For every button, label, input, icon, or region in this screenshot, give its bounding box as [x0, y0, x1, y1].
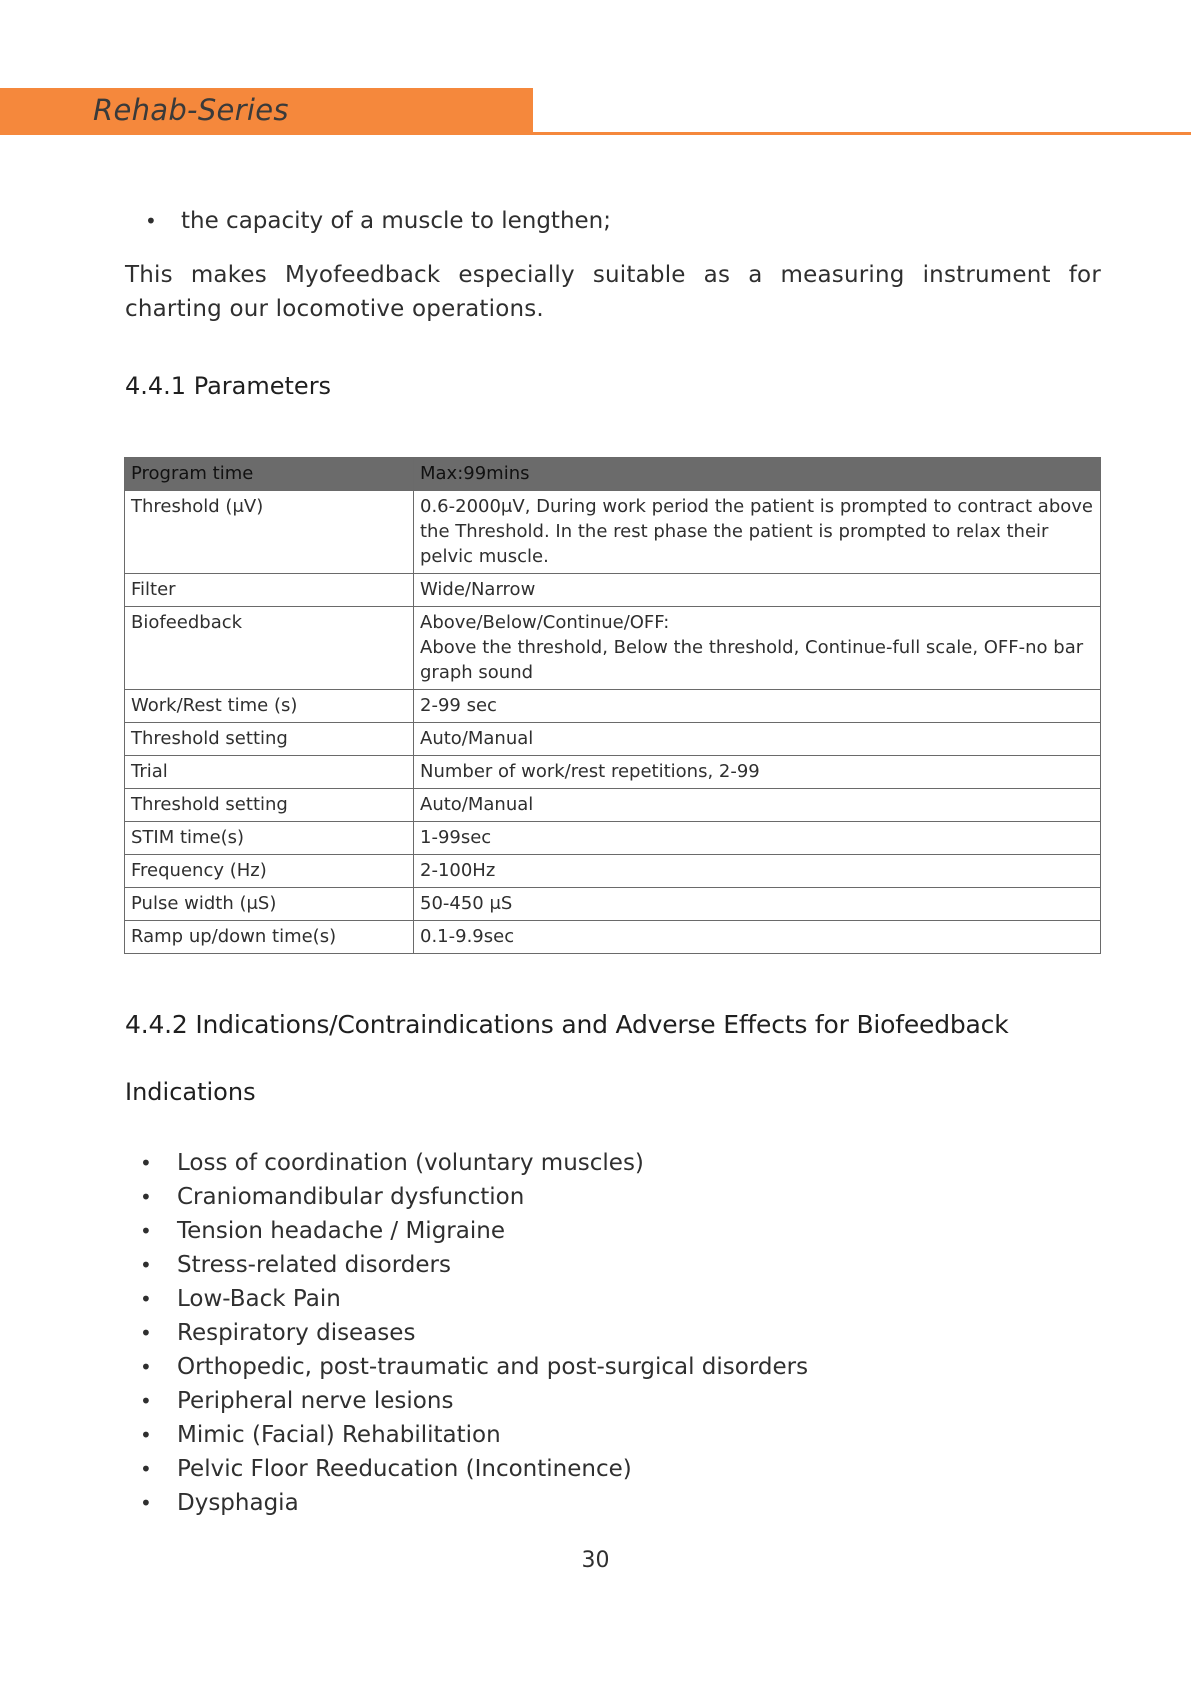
table-header-cell: Max:99mins: [414, 458, 1101, 491]
page-number: 30: [581, 1548, 610, 1573]
list-item-text: Orthopedic, post-traumatic and post-surgical disorders: [177, 1354, 809, 1380]
parameters-table: [124, 457, 1101, 954]
list-item-text: Pelvic Floor Reeducation (Incontinence): [177, 1456, 632, 1482]
table-cell-label: Ramp up/down time(s): [125, 921, 414, 954]
list-item: [140, 1146, 808, 1180]
list-item-text: Dysphagia: [177, 1490, 299, 1516]
list-item-text: Loss of coordination (voluntary muscles): [177, 1150, 644, 1176]
list-item-text: Stress-related disorders: [177, 1252, 451, 1278]
table-cell-label: Frequency (Hz): [125, 855, 414, 888]
bullet-icon: •: [140, 1185, 152, 1209]
list-item-text: Mimic (Facial) Rehabilitation: [177, 1422, 501, 1448]
table-cell-line: Above/Below/Continue/OFF:: [420, 612, 670, 633]
bullet-icon: •: [140, 1423, 152, 1447]
table-row: [125, 822, 1101, 855]
table-cell-label: Pulse width (μS): [125, 888, 414, 921]
table-row: [125, 491, 1101, 574]
bullet-icon: •: [140, 1389, 152, 1413]
intro-bullet-text: the capacity of a muscle to lengthen;: [181, 208, 612, 234]
indications-list: [140, 1146, 808, 1520]
table-cell-label: Work/Rest time (s): [125, 690, 414, 723]
list-item: [140, 1452, 808, 1486]
table-row: [125, 756, 1101, 789]
table-cell-value: Auto/Manual: [414, 723, 1101, 756]
list-item-text: Craniomandibular dysfunction: [177, 1184, 525, 1210]
list-item-text: Respiratory diseases: [177, 1320, 416, 1346]
table-cell-label: Threshold (μV): [125, 491, 414, 574]
table-row: [125, 690, 1101, 723]
intro-bullet: [145, 208, 611, 234]
table-row: [125, 921, 1101, 954]
bullet-icon: •: [140, 1491, 152, 1515]
table-cell-value: 2-100Hz: [414, 855, 1101, 888]
bullet-icon: •: [140, 1355, 152, 1379]
table-cell-value: Wide/Narrow: [414, 574, 1101, 607]
section-heading-parameters: 4.4.1 Parameters: [125, 372, 332, 400]
table-cell-line: Above the threshold, Below the threshold, Continue-full scale, OFF-no bar graph sound: [420, 637, 1084, 683]
bullet-icon: •: [145, 209, 157, 233]
table-cell-value: 0.1-9.9sec: [414, 921, 1101, 954]
subheading-indications: Indications: [125, 1078, 256, 1106]
bullet-icon: •: [140, 1253, 152, 1277]
table-cell-value: 0.6-2000μV, During work period the patient is prompted to contract above the Threshold. In the rest phase the patient is prompted to relax their pelvic muscle.: [414, 491, 1101, 574]
header-rule: [533, 132, 1191, 135]
table-row: [125, 888, 1101, 921]
table-cell-value: Auto/Manual: [414, 789, 1101, 822]
list-item: [140, 1486, 808, 1520]
bullet-icon: •: [140, 1457, 152, 1481]
section-heading-indications-contraindications: 4.4.2 Indications/Contraindications and Adverse Effects for Biofeedback: [125, 1010, 1009, 1039]
list-item: [140, 1316, 808, 1350]
table-cell-value: Number of work/rest repetitions, 2-99: [414, 756, 1101, 789]
table-cell-label: Trial: [125, 756, 414, 789]
bullet-icon: •: [140, 1151, 152, 1175]
list-item: [140, 1214, 808, 1248]
table-cell-label: STIM time(s): [125, 822, 414, 855]
table-cell-label: Threshold setting: [125, 723, 414, 756]
table-cell-label: Filter: [125, 574, 414, 607]
list-item: [140, 1180, 808, 1214]
table-header-cell: Program time: [125, 458, 414, 491]
table-row: [125, 855, 1101, 888]
list-item: [140, 1418, 808, 1452]
table-cell-value: 2-99 sec: [414, 690, 1101, 723]
table-row: [125, 574, 1101, 607]
series-title: Rehab-Series: [93, 93, 289, 127]
table-cell-value: 50-450 μS: [414, 888, 1101, 921]
list-item: [140, 1248, 808, 1282]
table-cell-value: [414, 607, 1101, 690]
table-row: [125, 723, 1101, 756]
list-item: [140, 1282, 808, 1316]
table-row: [125, 789, 1101, 822]
table-cell-label: Biofeedback: [125, 607, 414, 690]
table-cell-label: Threshold setting: [125, 789, 414, 822]
intro-paragraph: This makes Myofeedback especially suitable as a measuring instrument for charting our locomotive operations.: [125, 262, 1101, 322]
list-item: [140, 1350, 808, 1384]
bullet-icon: •: [140, 1287, 152, 1311]
bullet-icon: •: [140, 1321, 152, 1345]
table-cell-value: 1-99sec: [414, 822, 1101, 855]
list-item-text: Peripheral nerve lesions: [177, 1388, 454, 1414]
bullet-icon: •: [140, 1219, 152, 1243]
list-item-text: Tension headache / Migraine: [177, 1218, 505, 1244]
list-item-text: Low-Back Pain: [177, 1286, 341, 1312]
table-header-row: [125, 458, 1101, 491]
table-row: [125, 607, 1101, 690]
list-item: [140, 1384, 808, 1418]
